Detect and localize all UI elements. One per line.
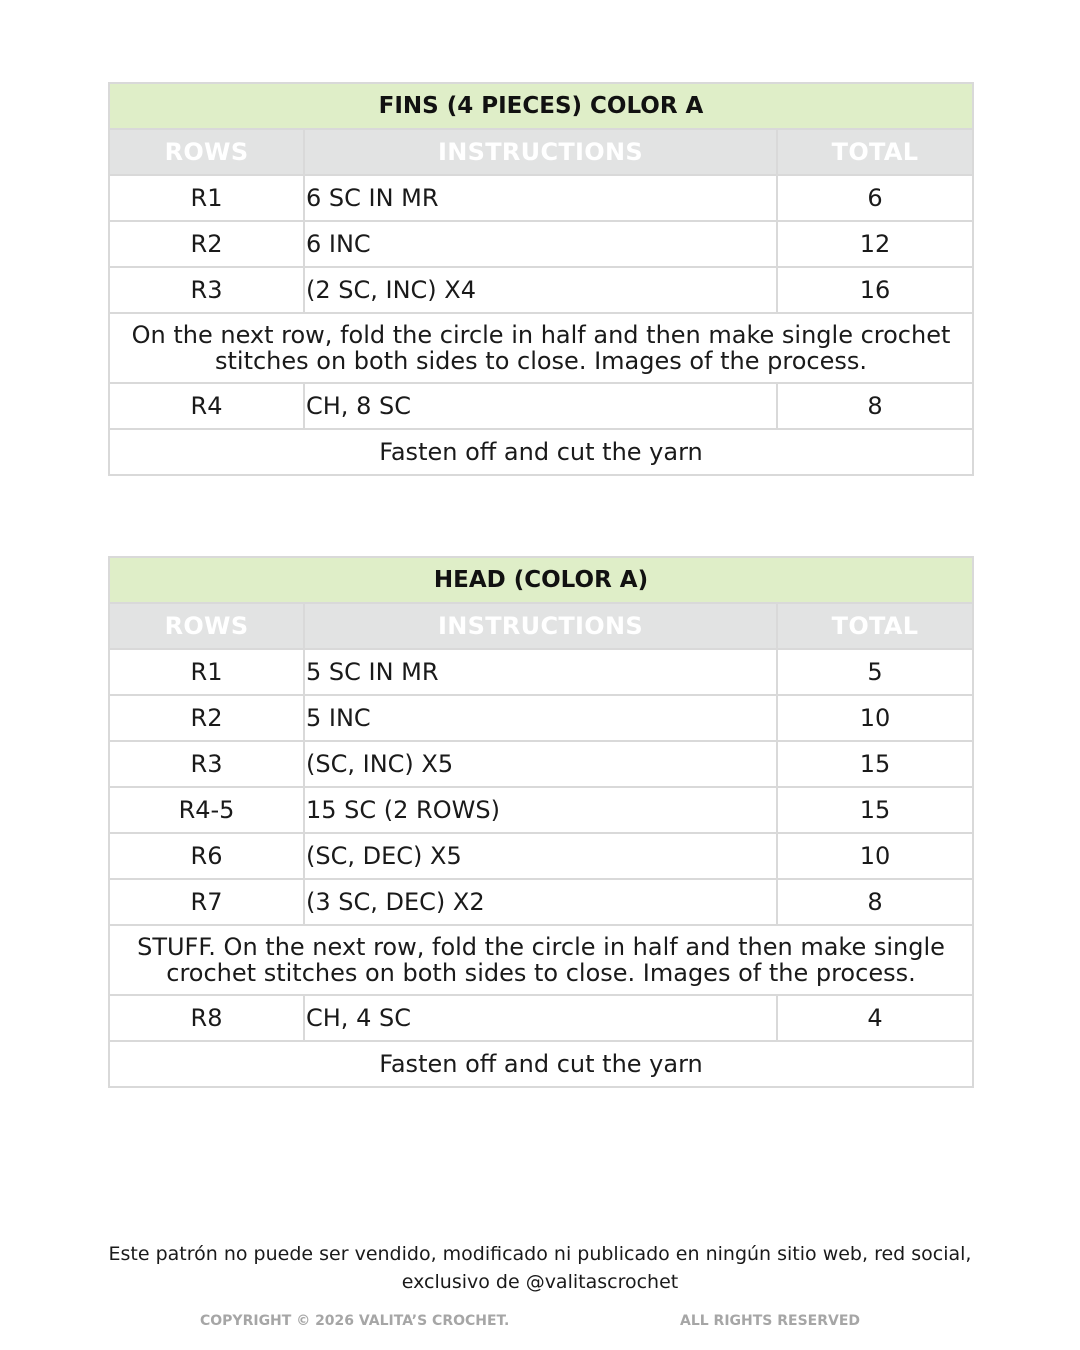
fins-table bbox=[108, 82, 974, 476]
table-header-row bbox=[109, 603, 973, 649]
row-total: 10 bbox=[777, 695, 973, 741]
fasten-off-note: Fasten off and cut the yarn bbox=[109, 1041, 973, 1087]
row-total: 8 bbox=[777, 879, 973, 925]
table-note-row bbox=[109, 925, 973, 995]
row-label: R1 bbox=[109, 175, 304, 221]
row-label: R2 bbox=[109, 221, 304, 267]
row-total: 4 bbox=[777, 995, 973, 1041]
table-title: FINS (4 PIECES) COLOR A bbox=[109, 83, 973, 129]
usage-disclaimer bbox=[100, 1240, 980, 1296]
row-total: 8 bbox=[777, 383, 973, 429]
row-instruction: CH, 8 SC bbox=[304, 383, 777, 429]
row-total: 6 bbox=[777, 175, 973, 221]
row-instruction: (SC, INC) X5 bbox=[304, 741, 777, 787]
row-label: R4 bbox=[109, 383, 304, 429]
table-note-row bbox=[109, 313, 973, 383]
table-row bbox=[109, 649, 973, 695]
table-row bbox=[109, 879, 973, 925]
row-label: R2 bbox=[109, 695, 304, 741]
row-label: R3 bbox=[109, 741, 304, 787]
copyright-notice: COPYRIGHT © 2026 VALITA’S CROCHET. bbox=[200, 1313, 510, 1329]
process-note: On the next row, fold the circle in half and then make single crochet stitches on both sides to close. Images of the process. bbox=[109, 313, 973, 383]
table-end-row bbox=[109, 429, 973, 475]
column-header-instructions: INSTRUCTIONS bbox=[304, 129, 777, 175]
row-instruction: CH, 4 SC bbox=[304, 995, 777, 1041]
table-row bbox=[109, 695, 973, 741]
row-label: R4-5 bbox=[109, 787, 304, 833]
table-title-row bbox=[109, 557, 973, 603]
row-instruction: 15 SC (2 ROWS) bbox=[304, 787, 777, 833]
row-label: R1 bbox=[109, 649, 304, 695]
table-row bbox=[109, 221, 973, 267]
disclaimer-line-1: Este patrón no puede ser vendido, modificado ni publicado en ningún sitio web, red social, bbox=[108, 1243, 972, 1265]
column-header-instructions: INSTRUCTIONS bbox=[304, 603, 777, 649]
row-instruction: 6 SC IN MR bbox=[304, 175, 777, 221]
row-instruction: 6 INC bbox=[304, 221, 777, 267]
table-end-row bbox=[109, 1041, 973, 1087]
column-header-total: TOTAL bbox=[777, 129, 973, 175]
column-header-rows: ROWS bbox=[109, 603, 304, 649]
row-label: R3 bbox=[109, 267, 304, 313]
process-note: STUFF. On the next row, fold the circle in half and then make single crochet stitches on both sides to close. Images of the process. bbox=[109, 925, 973, 995]
fasten-off-note: Fasten off and cut the yarn bbox=[109, 429, 973, 475]
row-total: 10 bbox=[777, 833, 973, 879]
row-total: 12 bbox=[777, 221, 973, 267]
row-total: 15 bbox=[777, 787, 973, 833]
rights-reserved: ALL RIGHTS RESERVED bbox=[680, 1313, 861, 1329]
head-table bbox=[108, 556, 974, 1088]
disclaimer-line-2: exclusivo de @valitascrochet bbox=[401, 1271, 679, 1293]
table-row bbox=[109, 267, 973, 313]
row-label: R8 bbox=[109, 995, 304, 1041]
table-row bbox=[109, 383, 973, 429]
row-total: 5 bbox=[777, 649, 973, 695]
row-instruction: 5 SC IN MR bbox=[304, 649, 777, 695]
table-header-row bbox=[109, 129, 973, 175]
column-header-total: TOTAL bbox=[777, 603, 973, 649]
table-row bbox=[109, 741, 973, 787]
row-label: R6 bbox=[109, 833, 304, 879]
table-row bbox=[109, 833, 973, 879]
table-title-row bbox=[109, 83, 973, 129]
table-title: HEAD (COLOR A) bbox=[109, 557, 973, 603]
row-total: 16 bbox=[777, 267, 973, 313]
row-instruction: (SC, DEC) X5 bbox=[304, 833, 777, 879]
row-total: 15 bbox=[777, 741, 973, 787]
row-instruction: (2 SC, INC) X4 bbox=[304, 267, 777, 313]
column-header-rows: ROWS bbox=[109, 129, 304, 175]
row-label: R7 bbox=[109, 879, 304, 925]
row-instruction: 5 INC bbox=[304, 695, 777, 741]
table-row bbox=[109, 995, 973, 1041]
table-row bbox=[109, 787, 973, 833]
row-instruction: (3 SC, DEC) X2 bbox=[304, 879, 777, 925]
table-row bbox=[109, 175, 973, 221]
